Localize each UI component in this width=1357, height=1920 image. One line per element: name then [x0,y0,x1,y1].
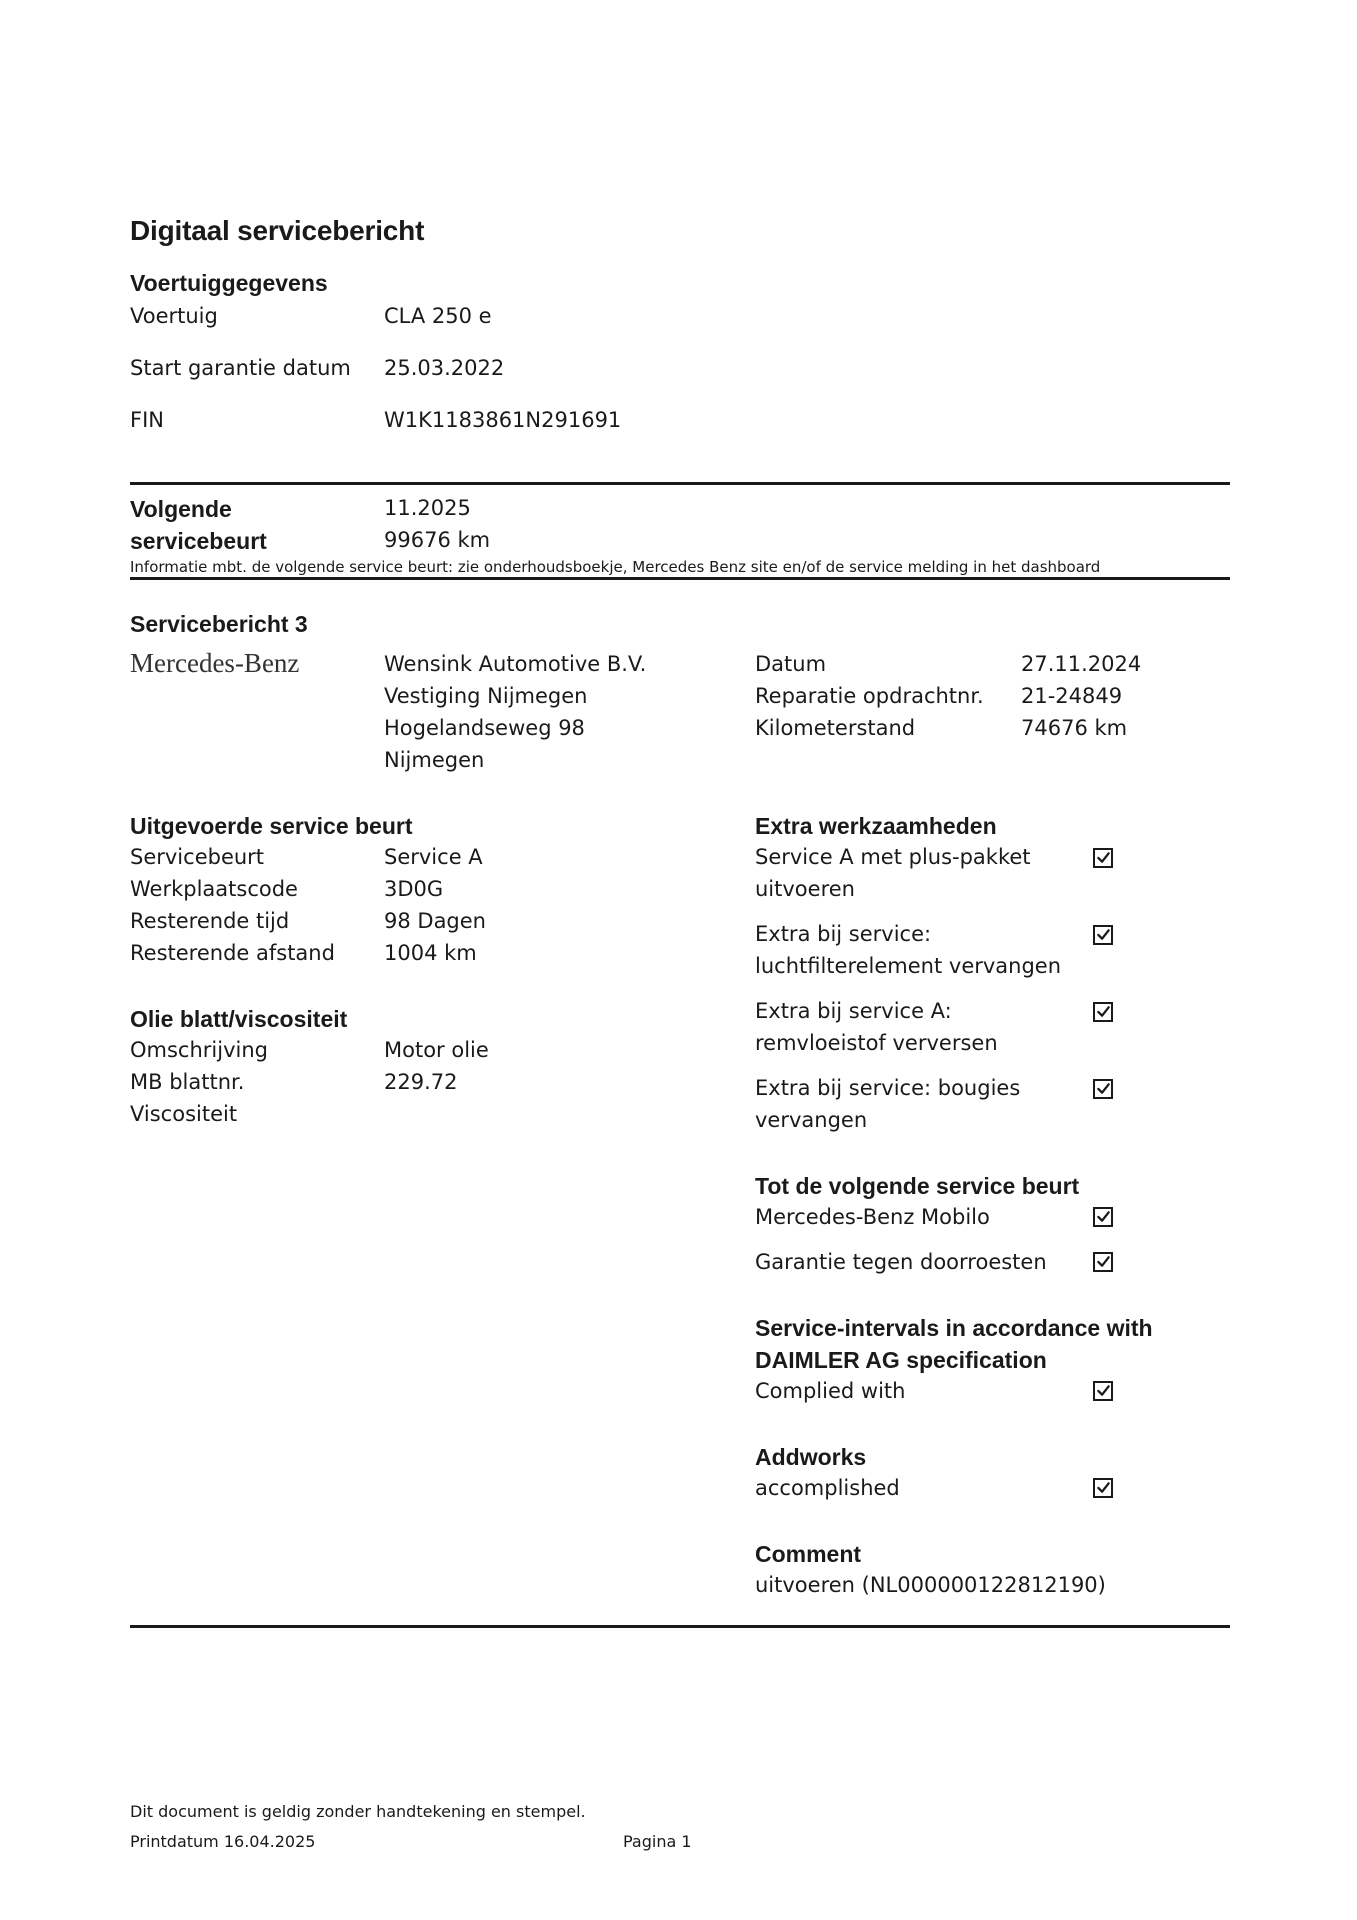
fin-value: W1K1183861N291691 [384,408,622,432]
warranty-label: Start garantie datum [130,356,351,380]
divider-middle [130,577,1230,580]
fin-label: FIN [130,408,164,432]
check-icon [1096,1081,1111,1096]
check-icon [1096,1254,1111,1269]
check-icon [1096,1480,1111,1495]
divider-bottom [130,1625,1230,1628]
footer-validity: Dit document is geldig zonder handtekening en stempel. [130,1802,586,1821]
extra-item-3-checkbox[interactable] [1093,1002,1113,1022]
performed-heading: Uitgevoerde service beurt [130,813,413,839]
dealer-line-2: Vestiging Nijmegen [384,684,588,708]
vehicle-heading: Voertuiggegevens [130,270,328,296]
addworks-checkbox[interactable] [1093,1478,1113,1498]
rust-guarantee-checkbox[interactable] [1093,1252,1113,1272]
page-title: Digitaal servicebericht [130,215,425,246]
check-icon [1096,1383,1111,1398]
warranty-value: 25.03.2022 [384,356,505,380]
intervals-checkbox[interactable] [1093,1381,1113,1401]
mileage-value: 74676 km [1021,716,1128,740]
extra-heading: Extra werkzaamheden [755,813,997,839]
check-icon [1096,1209,1111,1224]
extra-item-1-line-1: Service A met plus-pakket [755,845,1031,869]
check-icon [1096,850,1111,865]
next-service-km: 99676 km [384,528,491,552]
addworks-heading: Addworks [755,1444,867,1470]
comment-text: uitvoeren (NL000000122812190) [755,1573,1106,1597]
date-label: Datum [755,652,827,676]
oil-heading: Olie blatt/viscositeit [130,1006,348,1032]
vehicle-label: Voertuig [130,304,218,328]
mercedes-benz-logo: Mercedes-Benz [130,648,300,678]
oil-description-label: Omschrijving [130,1038,268,1062]
dealer-line-1: Wensink Automotive B.V. [384,652,647,676]
intervals-heading-line-2: DAIMLER AG specification [755,1347,1047,1373]
mobilo-label: Mercedes-Benz Mobilo [755,1205,990,1229]
next-service-date: 11.2025 [384,496,471,520]
order-value: 21-24849 [1021,684,1123,708]
addworks-label: accomplished [755,1476,900,1500]
check-icon [1096,1004,1111,1019]
check-icon [1096,927,1111,942]
divider-top [130,482,1230,485]
viscosity-label: Viscositeit [130,1102,238,1126]
extra-item-4-checkbox[interactable] [1093,1079,1113,1099]
until-next-heading: Tot de volgende service beurt [755,1173,1080,1199]
extra-item-2-checkbox[interactable] [1093,925,1113,945]
remaining-distance-label: Resterende afstand [130,941,335,965]
next-service-label-2: servicebeurt [130,528,267,554]
extra-item-2-line-1: Extra bij service: [755,922,932,946]
footer-print-date: Printdatum 16.04.2025 [130,1832,316,1851]
dealer-line-4: Nijmegen [384,748,485,772]
footer-page-number: Pagina 1 [623,1832,692,1851]
oil-description-value: Motor olie [384,1038,489,1062]
next-service-info: Informatie mbt. de volgende service beurt: zie onderhoudsboekje, Mercedes Benz site en/of de service melding in het dashboard [130,558,1101,576]
workshop-code-value: 3D0G [384,877,444,901]
rust-guarantee-label: Garantie tegen doorroesten [755,1250,1047,1274]
workshop-code-label: Werkplaatscode [130,877,298,901]
service-label: Servicebeurt [130,845,265,869]
mileage-label: Kilometerstand [755,716,916,740]
intervals-complied-label: Complied with [755,1379,906,1403]
intervals-heading-line-1: Service-intervals in accordance with [755,1315,1153,1341]
extra-item-3-line-1: Extra bij service A: [755,999,952,1023]
report-heading: Servicebericht 3 [130,611,308,637]
mb-sheet-value: 229.72 [384,1070,458,1094]
service-value: Service A [384,845,483,869]
extra-item-1-line-2: uitvoeren [755,877,855,901]
date-value: 27.11.2024 [1021,652,1142,676]
remaining-time-label: Resterende tijd [130,909,290,933]
order-label: Reparatie opdrachtnr. [755,684,984,708]
extra-item-2-line-2: luchtfilterelement vervangen [755,954,1062,978]
dealer-line-3: Hogelandseweg 98 [384,716,585,740]
remaining-time-value: 98 Dagen [384,909,486,933]
remaining-distance-value: 1004 km [384,941,477,965]
extra-item-4-line-1: Extra bij service: bougies [755,1076,1021,1100]
mb-sheet-label: MB blattnr. [130,1070,245,1094]
next-service-label-1: Volgende [130,496,232,522]
mobilo-checkbox[interactable] [1093,1207,1113,1227]
vehicle-value: CLA 250 e [384,304,492,328]
comment-heading: Comment [755,1541,862,1567]
extra-item-1-checkbox[interactable] [1093,848,1113,868]
extra-item-3-line-2: remvloeistof verversen [755,1031,998,1055]
extra-item-4-line-2: vervangen [755,1108,868,1132]
